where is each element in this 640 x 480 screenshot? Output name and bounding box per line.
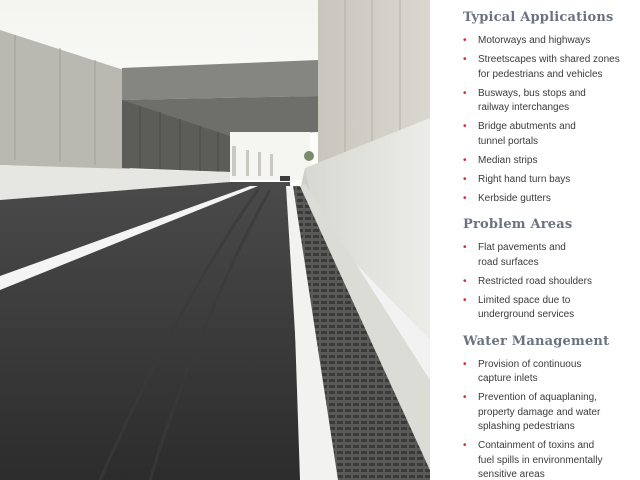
- list-item-text: Provision of continuous capture inlets: [478, 358, 582, 384]
- section-water-management: [463, 333, 632, 480]
- bullet-icon: •: [463, 54, 467, 65]
- list-item: [463, 34, 632, 49]
- list-item-text: Median strips: [478, 154, 538, 166]
- section-title: Typical Applications: [463, 10, 614, 25]
- list-item-text: Streetscapes with shared zones for pedestrians and vehicles: [478, 54, 620, 80]
- list-item-text: Restricted road shoulders: [478, 275, 592, 287]
- list-item-text: Bridge abutments and tunnel portals: [478, 121, 576, 147]
- bullet-icon: •: [463, 192, 467, 204]
- bullet-icon: •: [463, 87, 467, 99]
- bullet-icon: •: [463, 173, 467, 185]
- list-item: [463, 358, 632, 387]
- bullet-list: [463, 358, 632, 480]
- list-item: [463, 53, 632, 82]
- list-item: [463, 391, 632, 435]
- bullet-icon: •: [463, 35, 467, 46]
- bullet-icon: •: [463, 358, 467, 370]
- list-item: [463, 87, 632, 116]
- list-item-text: Right hand turn bays: [478, 173, 571, 185]
- bullet-icon: •: [463, 154, 467, 166]
- section-problem-areas: [463, 216, 632, 323]
- bullet-icon: •: [463, 275, 467, 287]
- list-item-text: Flat pavements and road surfaces: [478, 242, 566, 268]
- list-item-text: Containment of toxins and fuel spills in environmentally sensitive areas: [478, 440, 603, 480]
- info-panel: [430, 0, 640, 480]
- section-title: Water Management: [463, 333, 610, 349]
- bullet-icon: •: [463, 121, 467, 132]
- list-item: [463, 241, 632, 270]
- list-item: [463, 439, 632, 480]
- bullet-icon: •: [463, 294, 467, 306]
- bullet-icon: •: [463, 392, 467, 403]
- list-item: [463, 192, 632, 207]
- list-item: [463, 120, 632, 149]
- section-typical-applications: [463, 9, 632, 206]
- section-title: Problem Areas: [463, 217, 573, 232]
- bullet-icon: •: [463, 242, 467, 253]
- list-item-text: Limited space due to underground services: [478, 294, 575, 320]
- list-item-text: Motorways and highways: [478, 35, 591, 46]
- bullet-icon: •: [463, 440, 467, 451]
- list-item-text: Prevention of aquaplaning, property damage and water splashing pedestrians: [478, 392, 601, 432]
- list-item-text: Kerbside gutters: [478, 192, 551, 204]
- list-item: [463, 275, 632, 290]
- list-item: [463, 173, 632, 188]
- bullet-list: [463, 34, 632, 206]
- list-item: [463, 294, 632, 323]
- bullet-list: [463, 241, 632, 323]
- list-item-text: Busways, bus stops and railway interchanges: [478, 87, 586, 113]
- list-item: [463, 154, 632, 169]
